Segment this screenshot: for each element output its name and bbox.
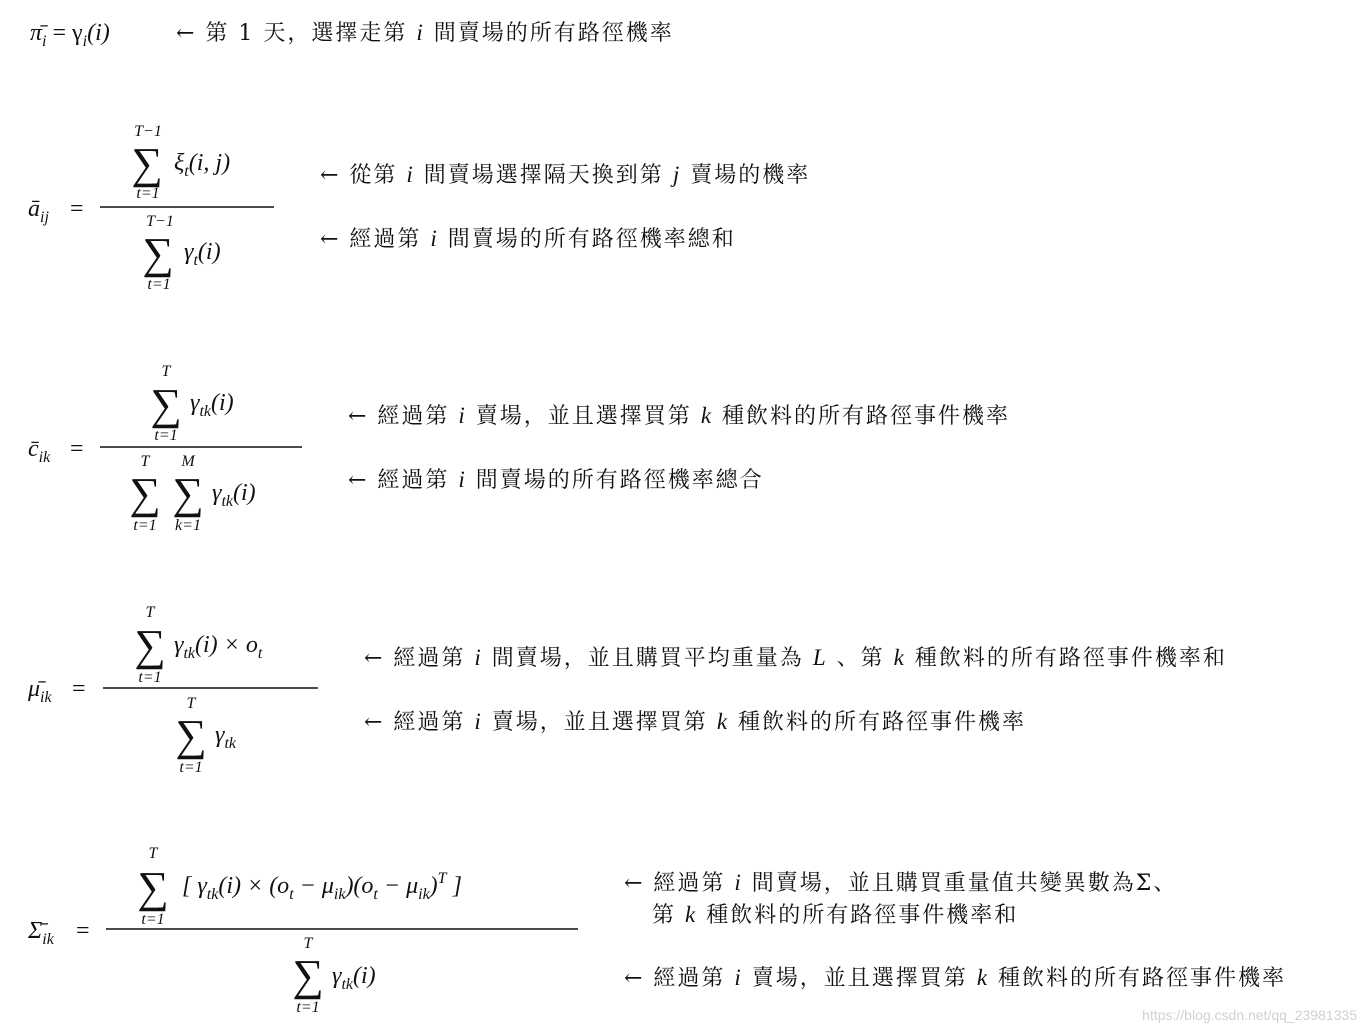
- mu-den-sigma: ∑: [175, 711, 207, 760]
- c-sub: ik: [38, 449, 51, 466]
- c-den-term-sub: tk: [221, 493, 234, 510]
- sigma-den-upper: T: [303, 935, 313, 952]
- sigma-num-lower: t=1: [141, 911, 165, 928]
- sigma-num-upper: T: [148, 845, 158, 862]
- sigma-den-lower: t=1: [296, 999, 320, 1016]
- mu-num-lower: t=1: [138, 669, 162, 686]
- svg-text:γtk(i): [212, 480, 256, 510]
- pi-rhs: = γ: [52, 20, 83, 46]
- mu-den-lower: t=1: [179, 759, 203, 776]
- a-num-arg: (i, j): [188, 150, 231, 176]
- svg-text:c̄ik: [28, 436, 51, 466]
- svg-text:γtk(i): [190, 390, 234, 420]
- svg-text:γtk(i): [332, 963, 376, 993]
- mu-num-expr-rest-sub: t: [257, 645, 263, 662]
- c-num-upper: T: [161, 363, 171, 380]
- watermark: https://blog.csdn.net/qq_23981335: [1142, 1007, 1357, 1023]
- sigma-num-expr: [ $\gamma_{tk}(i) \times (o_t - \mu_{ik})(o_t - \mu_{ik})^T$ ]: [182, 870, 462, 903]
- a-den-lower: t=1: [147, 276, 171, 293]
- a-num-upper: T−1: [134, 123, 162, 140]
- c-den-sigma1: ∑: [129, 469, 161, 518]
- c-lhs: c̄: [28, 436, 39, 462]
- c-den-term: γ: [212, 480, 222, 506]
- svg-text:γtk: [215, 722, 237, 752]
- equation-sigma: [27, 845, 578, 1016]
- svg-text:Σ̄ik: [27, 918, 55, 948]
- c-num-lower: t=1: [154, 427, 178, 444]
- mu-num-sigma: ∑: [134, 621, 166, 670]
- a-equals: =: [70, 196, 84, 222]
- svg-text:γt(i): [184, 239, 221, 269]
- sigma-num-sigma: ∑: [137, 863, 169, 912]
- sigma-den-sigma: ∑: [292, 951, 324, 1000]
- a-num-sigma: ∑: [131, 139, 163, 188]
- mu-equals: =: [72, 676, 86, 702]
- annotation-a-denominator: ← 經過第 i 間賣場的所有路徑機率總和: [320, 226, 736, 252]
- mu-num-upper: T: [145, 604, 155, 621]
- c-den-arg: (i): [233, 480, 256, 506]
- a-den-term: γ: [184, 239, 194, 265]
- mu-sub: ik: [40, 689, 52, 706]
- equation-a: [28, 123, 274, 293]
- a-num-term-sub: t: [184, 163, 189, 180]
- sigma-lhs: Σ̄: [28, 918, 43, 944]
- equation-mu: [27, 604, 318, 776]
- mu-num-expr-sub: tk: [183, 645, 196, 662]
- mu-den-term-sub: tk: [224, 735, 237, 752]
- a-den-sigma: ∑: [142, 229, 174, 278]
- sigma-den-term-sub: tk: [341, 976, 354, 993]
- mu-den-upper: T: [186, 695, 196, 712]
- annotation-sigma-denominator: ← 經過第 i 賣場，並且選擇買第 k 種飲料的所有路徑事件機率: [624, 965, 1287, 991]
- mu-num-expr-rest: (i) × o: [195, 632, 258, 658]
- pi-rhs-arg: (i): [87, 20, 110, 46]
- sigma-den-term: γ: [332, 963, 342, 989]
- svg-text:π̄i= γi(i): [30, 20, 110, 50]
- sigma-sub: ik: [42, 931, 54, 948]
- c-den-upper1: T: [140, 453, 150, 470]
- mu-num-expr: γ: [174, 632, 184, 658]
- annotation-c-denominator: ← 經過第 i 間賣場的所有路徑機率總合: [348, 467, 764, 493]
- a-den-arg: (i): [197, 239, 221, 265]
- c-num-sigma: ∑: [150, 380, 182, 429]
- c-den-lower1: t=1: [133, 517, 157, 534]
- a-lhs: ā: [28, 196, 40, 222]
- c-den-sigma2: ∑: [172, 469, 204, 518]
- svg-text:μ̄ik: [27, 676, 52, 706]
- annotation-sigma-numerator-line2: 第 k 種飲料的所有路徑事件機率和: [652, 902, 1019, 928]
- c-num-term-sub: tk: [199, 403, 212, 420]
- equation-pi: [30, 20, 110, 50]
- annotation-pi: ← 第 1 天，選擇走第 i 間賣場的所有路徑機率: [176, 20, 674, 46]
- c-den-upper2: M: [181, 453, 195, 470]
- c-num-arg: (i): [211, 390, 234, 416]
- svg-text:γtk(i) × ot: [174, 632, 263, 662]
- mu-den-term: γ: [215, 722, 225, 748]
- annotation-sigma-numerator-line1: ← 經過第 i 間賣場，並且購買重量值共變異數為Σ、: [624, 870, 1178, 896]
- a-num-term: ξ: [174, 150, 185, 176]
- annotation-a-numerator: ← 從第 i 間賣場選擇隔天換到第 j 賣場的機率: [320, 162, 811, 188]
- pi-lhs: π̄: [30, 20, 43, 46]
- annotation-mu-denominator: ← 經過第 i 賣場，並且選擇買第 k 種飲料的所有路徑事件機率: [364, 709, 1027, 735]
- a-num-lower: t=1: [136, 185, 160, 202]
- sigma-equals: =: [76, 918, 90, 944]
- annotation-mu-numerator: ← 經過第 i 間賣場，並且購買平均重量為 L 、第 k 種飲料的所有路徑事件機率和: [364, 645, 1227, 671]
- pi-sub: i: [42, 33, 47, 50]
- c-den-lower2: k=1: [175, 517, 201, 534]
- svg-text:ξt(i, j): [174, 150, 230, 180]
- a-den-upper: T−1: [146, 213, 174, 230]
- a-den-term-sub: t: [193, 252, 198, 269]
- c-equals: =: [70, 436, 84, 462]
- pi-rhs-sub: i: [82, 33, 88, 50]
- sigma-den-arg: (i): [353, 963, 376, 989]
- a-sub: ij: [40, 209, 49, 226]
- equation-c: [28, 363, 302, 534]
- annotation-c-numerator: ← 經過第 i 賣場，並且選擇買第 k 種飲料的所有路徑事件機率: [348, 403, 1011, 429]
- c-num-term: γ: [190, 390, 200, 416]
- mu-lhs: μ̄: [28, 676, 41, 702]
- svg-text:āij: [28, 196, 49, 226]
